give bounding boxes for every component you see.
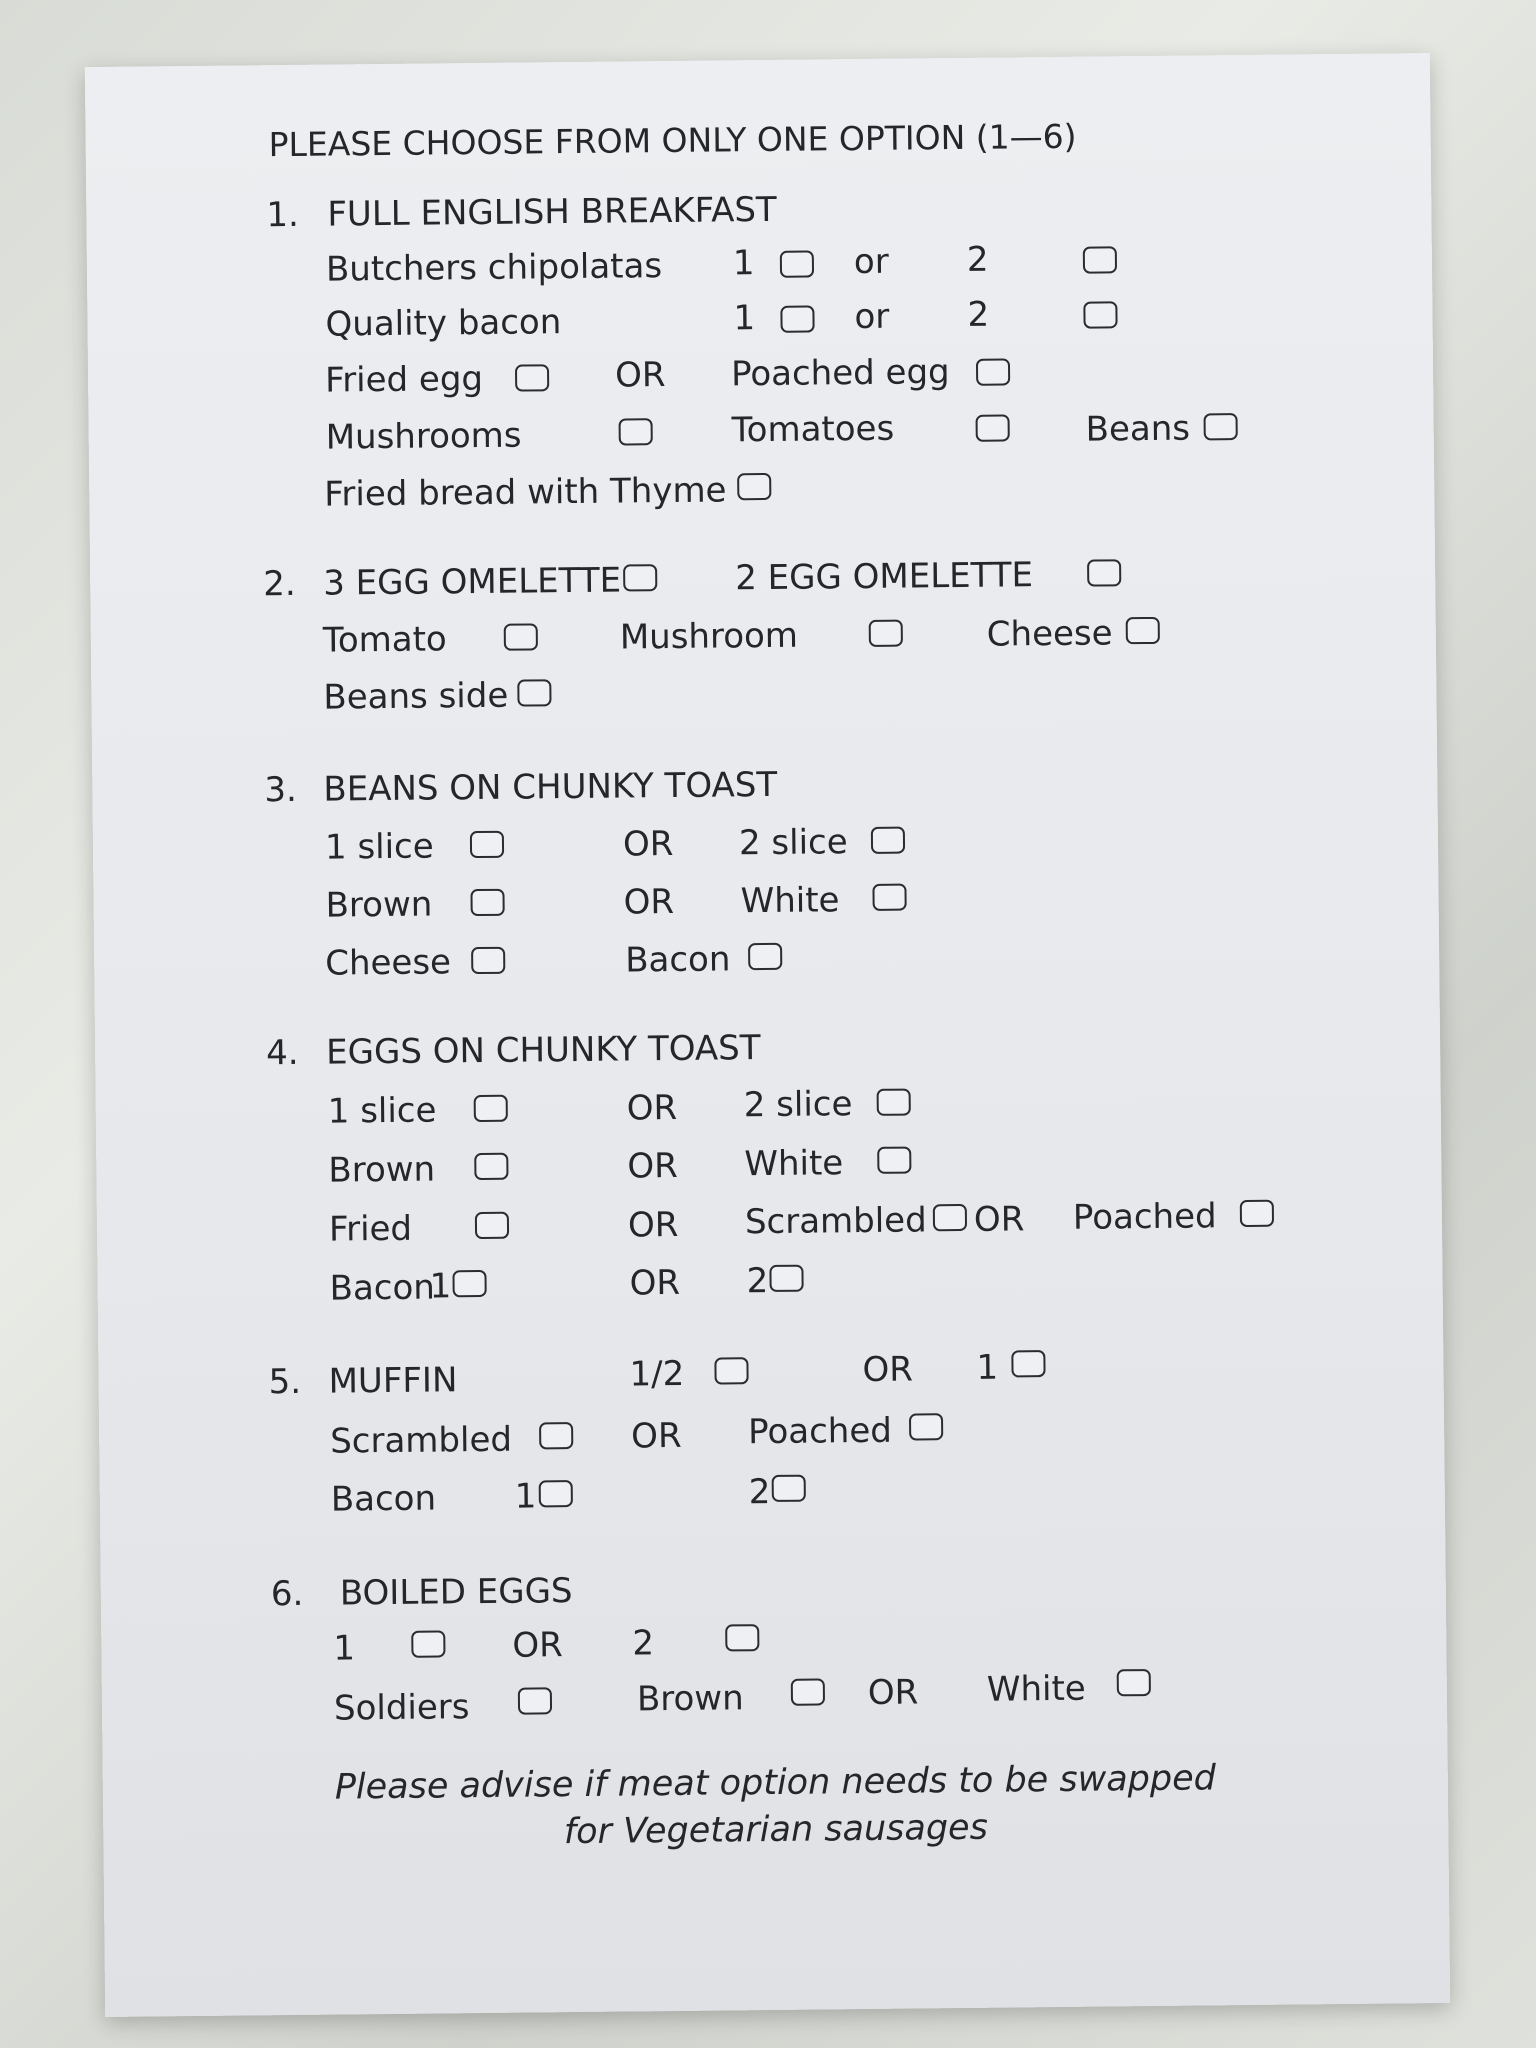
- or-label: OR: [630, 1415, 682, 1457]
- cheese-label: Cheese: [325, 942, 452, 984]
- white-label: White: [986, 1668, 1086, 1710]
- white-label: White: [744, 1143, 844, 1185]
- 2-egg-omelette-checkbox[interactable]: [1087, 559, 1121, 586]
- or-label: or: [853, 241, 889, 283]
- bacon-qty-2: 2: [746, 1261, 769, 1302]
- option-4-number: 4.: [265, 1032, 299, 1074]
- poached-egg-checkbox[interactable]: [976, 358, 1010, 385]
- beans-checkbox[interactable]: [1204, 413, 1238, 440]
- brown-label: Brown: [328, 1149, 436, 1191]
- bacon-label: Bacon: [625, 939, 731, 981]
- bacon-checkbox[interactable]: [748, 943, 782, 970]
- or-label: OR: [623, 881, 675, 923]
- poached-label: Poached: [1072, 1196, 1217, 1238]
- chipolatas-2-checkbox[interactable]: [1083, 246, 1117, 273]
- one-slice-label: 1 slice: [324, 826, 434, 868]
- two-slice-label: 2 slice: [738, 822, 848, 864]
- bacon-qty-2: 2: [748, 1471, 771, 1513]
- or-label: OR: [512, 1625, 563, 1666]
- option-6-number: 6.: [270, 1573, 304, 1615]
- option-2-title: 3 EGG OMELETTE: [323, 560, 622, 604]
- bacon-2-checkbox[interactable]: [1083, 301, 1117, 328]
- footer-note-line-2: for Vegetarian sausages: [563, 1807, 989, 1853]
- two-slice-checkbox[interactable]: [877, 1089, 911, 1116]
- brown-checkbox[interactable]: [474, 1153, 508, 1180]
- menu-form-sheet: [85, 53, 1450, 2017]
- poached-egg-label: Poached egg: [730, 352, 950, 395]
- option-6-title: BOILED EGGS: [339, 1571, 573, 1614]
- beans-side-checkbox[interactable]: [517, 679, 551, 706]
- bacon-qty-2: 2: [967, 294, 990, 335]
- option-3-title: BEANS ON CHUNKY TOAST: [323, 764, 778, 810]
- or-label: OR: [614, 355, 666, 396]
- 3-egg-omelette-checkbox[interactable]: [623, 564, 657, 591]
- option-5-title: MUFFIN: [328, 1360, 458, 1402]
- one-slice-checkbox[interactable]: [470, 831, 504, 858]
- bacon-label: Bacon: [330, 1478, 437, 1520]
- or-label: OR: [622, 823, 674, 865]
- option-5-number: 5.: [268, 1361, 302, 1403]
- tomato-checkbox[interactable]: [504, 623, 538, 650]
- or-label: OR: [627, 1145, 678, 1187]
- footer-note-line-1: Please advise if meat option needs to be swapped: [334, 1758, 1217, 1808]
- option-2-number: 2.: [263, 563, 296, 605]
- chipolatas-label: Butchers chipolatas: [325, 246, 663, 290]
- half-label: 1/2: [629, 1353, 685, 1395]
- scrambled-checkbox[interactable]: [539, 1422, 573, 1449]
- mushroom-checkbox[interactable]: [869, 620, 903, 647]
- tomatoes-label: Tomatoes: [731, 408, 895, 451]
- mushroom-label: Mushroom: [619, 615, 799, 658]
- poached-checkbox[interactable]: [1240, 1200, 1274, 1227]
- chipolatas-qty-2: 2: [966, 239, 989, 280]
- cheese-checkbox[interactable]: [1126, 617, 1160, 644]
- bacon-label: Bacon: [329, 1267, 436, 1309]
- option-1-title: FULL ENGLISH BREAKFAST: [327, 189, 777, 235]
- cheese-checkbox[interactable]: [471, 947, 505, 974]
- poached-label: Poached: [747, 1410, 893, 1453]
- fried-bread-label: Fried bread with Thyme: [324, 470, 727, 515]
- bacon-1-checkbox[interactable]: [539, 1480, 573, 1507]
- fried-bread-checkbox[interactable]: [737, 473, 771, 500]
- cheese-label: Cheese: [986, 613, 1113, 655]
- boiled-qty-2: 2: [632, 1623, 655, 1664]
- brown-checkbox[interactable]: [470, 889, 504, 916]
- scrambled-label: Scrambled: [744, 1200, 927, 1243]
- bacon-qty-1: 1: [733, 298, 756, 339]
- beans-label: Beans: [1085, 408, 1191, 450]
- bacon-label: Quality bacon: [325, 302, 562, 345]
- scrambled-checkbox[interactable]: [933, 1204, 967, 1231]
- or-label: OR: [862, 1349, 914, 1391]
- option-2-title-alt: 2 EGG OMELETTE: [735, 555, 1034, 599]
- or-label: OR: [973, 1199, 1025, 1240]
- or-label: OR: [626, 1087, 678, 1129]
- white-checkbox[interactable]: [872, 884, 906, 911]
- tomato-label: Tomato: [322, 619, 447, 661]
- one-muffin-checkbox[interactable]: [1011, 1350, 1045, 1377]
- fried-egg-label: Fried egg: [324, 358, 484, 401]
- fried-label: Fried: [328, 1208, 413, 1250]
- bacon-2-checkbox[interactable]: [769, 1265, 803, 1292]
- beans-side-label: Beans side: [323, 675, 509, 718]
- bacon-qty-1: 1: [514, 1476, 537, 1517]
- half-muffin-checkbox[interactable]: [714, 1357, 748, 1384]
- brown-label: Brown: [325, 884, 433, 926]
- bacon-1-checkbox[interactable]: [780, 305, 814, 332]
- tomatoes-checkbox[interactable]: [976, 414, 1010, 441]
- brown-label: Brown: [636, 1678, 744, 1720]
- boiled-2-checkbox[interactable]: [725, 1624, 759, 1651]
- one-slice-label: 1 slice: [327, 1090, 437, 1132]
- brown-checkbox[interactable]: [791, 1678, 825, 1705]
- mushrooms-label: Mushrooms: [325, 415, 522, 458]
- soldiers-label: Soldiers: [333, 1687, 470, 1729]
- bacon-2-checkbox[interactable]: [772, 1475, 806, 1502]
- one-label: 1: [976, 1347, 999, 1388]
- chipolatas-qty-1: 1: [732, 243, 755, 284]
- boiled-qty-1: 1: [333, 1628, 356, 1669]
- boiled-1-checkbox[interactable]: [411, 1630, 445, 1657]
- soldiers-checkbox[interactable]: [518, 1687, 552, 1714]
- option-1-number: 1.: [266, 194, 300, 236]
- bacon-qty-1: 1: [429, 1266, 452, 1307]
- two-slice-checkbox[interactable]: [871, 827, 905, 854]
- bacon-1-checkbox[interactable]: [452, 1270, 486, 1297]
- or-label: OR: [867, 1672, 919, 1713]
- white-checkbox[interactable]: [1117, 1669, 1151, 1696]
- option-4-title: EGGS ON CHUNKY TOAST: [325, 1028, 761, 1073]
- white-label: White: [740, 880, 840, 922]
- option-3-number: 3.: [264, 769, 298, 811]
- scrambled-label: Scrambled: [330, 1419, 513, 1462]
- or-label: or: [854, 296, 890, 338]
- one-slice-checkbox[interactable]: [474, 1095, 508, 1122]
- fried-checkbox[interactable]: [475, 1212, 509, 1239]
- poached-checkbox[interactable]: [909, 1413, 943, 1440]
- form-header: PLEASE CHOOSE FROM ONLY ONE OPTION (1—6): [268, 116, 1077, 165]
- fried-egg-checkbox[interactable]: [515, 364, 549, 391]
- mushrooms-checkbox[interactable]: [619, 418, 653, 445]
- or-label: OR: [629, 1262, 681, 1304]
- or-label: OR: [627, 1204, 679, 1246]
- white-checkbox[interactable]: [877, 1147, 911, 1174]
- two-slice-label: 2 slice: [743, 1084, 853, 1126]
- chipolatas-1-checkbox[interactable]: [780, 250, 814, 277]
